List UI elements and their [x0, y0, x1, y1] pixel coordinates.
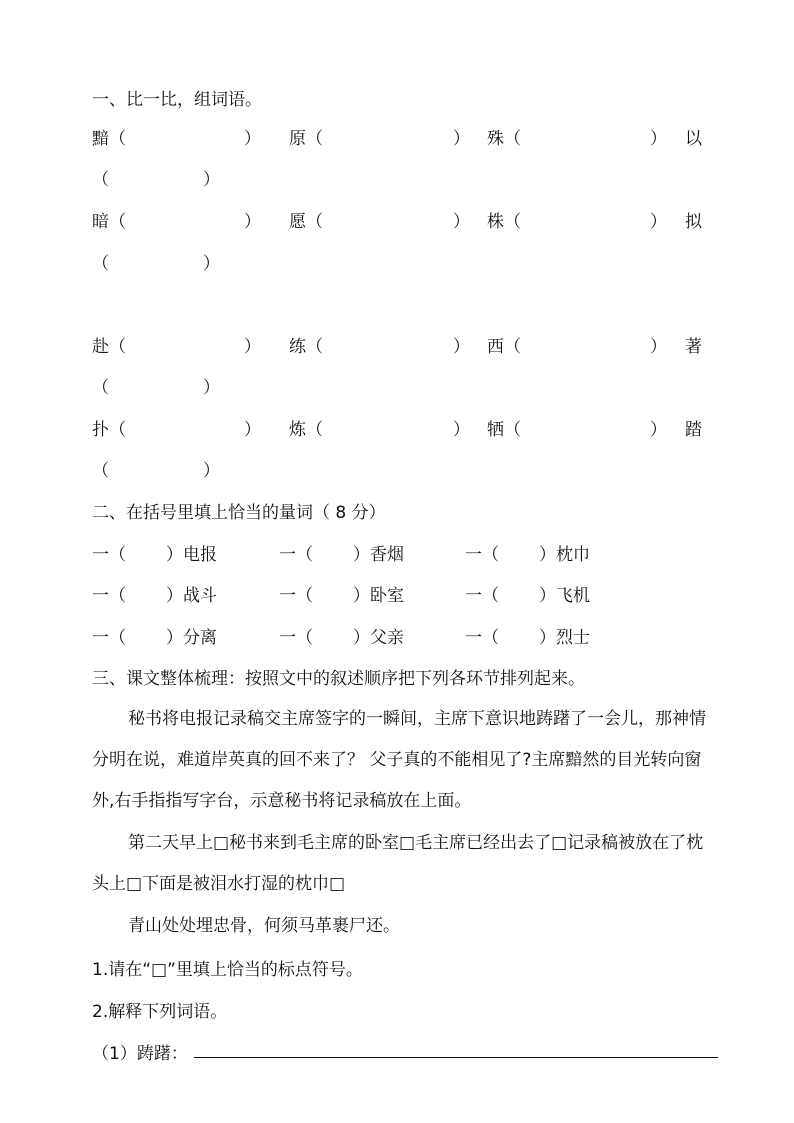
section1-title: 一、比一比，组词语。 — [92, 90, 262, 110]
section2-title: 二、在括号里填上恰当的量词（ 8 分） — [92, 503, 386, 523]
word-cell: 株（ — [487, 212, 521, 232]
measure-noun: ）战斗 — [166, 586, 217, 606]
paren-close: ） — [453, 337, 470, 357]
passage-paragraph-1: 秘书将电报记录稿交主席签字的一瞬间，主席下意识地踌躇了一会儿，那神情分明在说，难道岸英真的回不来了？ 父子真的不能相见了?主席黯然的目光转向窗外,右手指指写字台，示意秘书将记录稿放在上面。 — [92, 709, 706, 811]
measure-open: 一（ — [465, 586, 499, 606]
word-cell: 拟 — [685, 212, 702, 232]
measure-noun: ）飞机 — [539, 586, 590, 606]
measure-noun: ）父亲 — [353, 628, 404, 648]
paren-close: ） — [244, 420, 261, 440]
word-cell: 西（ — [487, 337, 521, 357]
measure-open: 一（ — [279, 586, 313, 606]
word-cell: 练（ — [289, 337, 323, 357]
measure-noun: ）卧室 — [353, 586, 404, 606]
measure-noun: ）烈士 — [539, 628, 590, 648]
paren-close: ） — [244, 212, 261, 232]
question-2: 2.解释下列词语。 — [92, 1002, 228, 1022]
measure-noun: ）分离 — [166, 628, 217, 648]
word-cell: 炼（ — [289, 420, 323, 440]
word-cell: 愿（ — [289, 212, 323, 232]
word-cell: 黯（ — [92, 129, 126, 149]
measure-open: 一（ — [92, 586, 126, 606]
paren-close: ） — [203, 461, 220, 481]
paren-open: （ — [92, 170, 109, 190]
paren-close: ） — [203, 378, 220, 398]
word-cell: 著 — [685, 337, 702, 357]
word-cell: 暗（ — [92, 212, 126, 232]
measure-open: 一（ — [279, 545, 313, 565]
paren-close: ） — [244, 337, 261, 357]
measure-open: 一（ — [465, 628, 499, 648]
paren-close: ） — [244, 129, 261, 149]
word-cell: 踏 — [685, 420, 702, 440]
paren-close: ） — [650, 212, 667, 232]
passage-paragraph-3: 青山处处埋忠骨，何须马革裹尸还。 — [128, 916, 400, 936]
measure-noun: ）香烟 — [353, 545, 404, 565]
paren-close: ） — [650, 129, 667, 149]
paren-open: （ — [92, 378, 109, 398]
paren-close: ） — [453, 420, 470, 440]
paren-close: ） — [203, 170, 220, 190]
paren-close: ） — [650, 337, 667, 357]
paren-close: ） — [453, 212, 470, 232]
measure-open: 一（ — [92, 628, 126, 648]
question-1: 1.请在“□”里填上恰当的标点符号。 — [92, 960, 363, 980]
measure-noun: ）枕巾 — [539, 545, 590, 565]
word-cell: 原（ — [289, 129, 323, 149]
answer-blank-line[interactable] — [194, 1057, 718, 1058]
paren-close: ） — [453, 129, 470, 149]
word-cell: 牺（ — [487, 420, 521, 440]
measure-open: 一（ — [279, 628, 313, 648]
word-cell: 赴（ — [92, 337, 126, 357]
measure-open: 一（ — [465, 545, 499, 565]
paren-open: （ — [92, 461, 109, 481]
measure-noun: ）电报 — [166, 545, 217, 565]
paren-open: （ — [92, 254, 109, 274]
section3-title: 三、课文整体梳理：按照文中的叙述顺序把下列各环节排列起来。 — [92, 669, 585, 689]
measure-open: 一（ — [92, 545, 126, 565]
word-cell: 殊（ — [487, 129, 521, 149]
question-2-item-1: （1）踌躇： — [92, 1044, 188, 1064]
word-cell: 扑（ — [92, 420, 126, 440]
word-cell: 以 — [685, 129, 702, 149]
paren-close: ） — [203, 254, 220, 274]
paren-close: ） — [650, 420, 667, 440]
passage-paragraph-2: 第二天早上□秘书来到毛主席的卧室□毛主席已经出去了□记录稿被放在了枕头上□下面是被泪水打湿的枕巾□ — [92, 833, 704, 894]
